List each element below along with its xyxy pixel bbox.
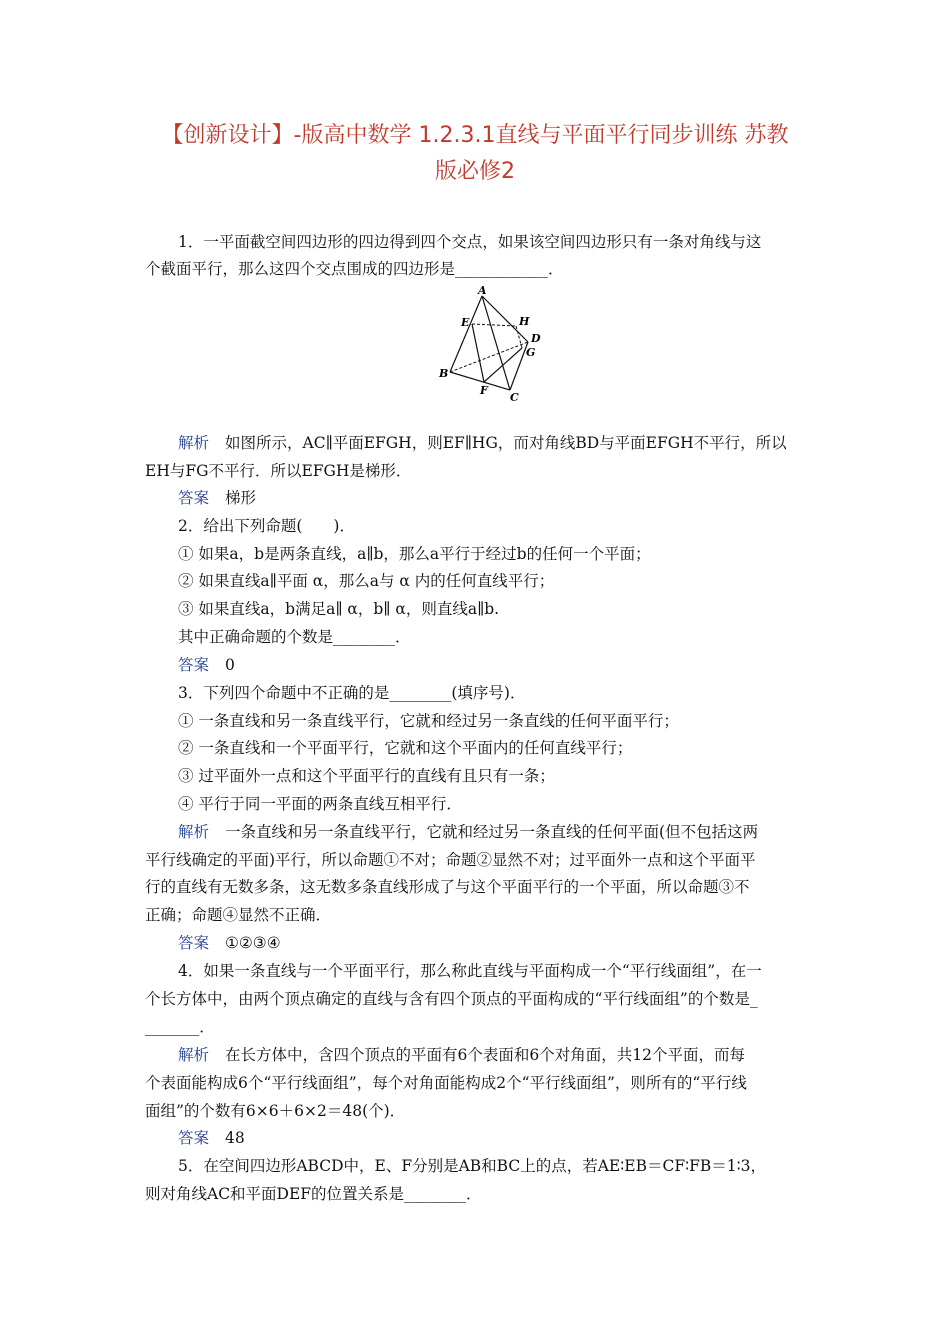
q4-analysis-line-3: 面组”的个数有6×6＋6×2＝48(个)．: [145, 1102, 406, 1120]
q3-line-2: ① 一条直线和另一条直线平行，它就和经过另一条直线的任何平面平行；: [178, 712, 679, 730]
analysis-tag: 解析: [178, 823, 210, 841]
q3-answer: [178, 933, 805, 953]
q3-line-3: ② 一条直线和一个平面平行，它就和这个平面内的任何直线平行；: [178, 739, 633, 757]
q5-line-2: 则对角线AC和平面DEF的位置关系是________．: [145, 1185, 482, 1203]
q3-analysis-line-4: 正确；命题④显然不正确．: [145, 906, 332, 924]
title-line-2: 版必修2: [435, 159, 515, 184]
q1-line-2: 个截面平行，那么这四个交点围成的四边形是____________．: [145, 260, 564, 278]
q1-answer-text: 梯形: [225, 489, 257, 507]
q3-analysis-line-2: 平行线确定的平面)平行，所以命题①不对；命题②显然不对；过平面外一点和这个平面平: [145, 851, 756, 869]
q5-line-1: 5．在空间四边形ABCD中，E、F分别是AB和BC上的点，若AE∶EB＝CF∶FB＝1∶3，: [178, 1157, 767, 1175]
q4-analysis-line-2: 个表面能构成6个“平行线面组”，每个对角面能构成2个“平行线面组”，则所有的“平行线: [145, 1074, 747, 1092]
q2-line-1: 2．给出下列命题( )．: [178, 517, 355, 535]
q2-line-2: ① 如果a，b是两条直线，a∥b，那么a平行于经过b的任何一个平面；: [178, 545, 651, 563]
label-A: A: [478, 284, 487, 297]
q2-line-4: ③ 如果直线a，b满足a∥ α，b∥ α，则直线a∥b.: [178, 600, 500, 618]
answer-tag: 答案: [178, 489, 210, 507]
q4-line-2: 个长方体中，由两个顶点确定的直线与含有四个顶点的平面构成的“平行线面组”的个数是_: [145, 990, 758, 1008]
q3-line-5: ④ 平行于同一平面的两条直线互相平行．: [178, 795, 462, 813]
q3-analysis-line-3: 行的直线有无数多条，这无数多条直线形成了与这个平面平行的一个平面，所以命题③不: [145, 878, 750, 896]
q3-line-4: ③ 过平面外一点和这个平面平行的直线有且只有一条；: [178, 767, 555, 785]
tetrahedron-diagram: [430, 284, 550, 404]
q3-line-1: 3．下列四个命题中不正确的是________(填序号)．: [178, 684, 526, 702]
q3-analysis-text-1: 一条直线和另一条直线平行，它就和经过另一条直线的任何平面(但不包括这两: [225, 823, 759, 841]
q2-answer-text: 0: [225, 656, 235, 674]
q1-answer: [178, 488, 805, 508]
q1-analysis-line-1: [178, 433, 805, 453]
q4-analysis-text-1: 在长方体中，含四个顶点的平面有6个表面和6个对角面，共12个平面，而每: [225, 1046, 745, 1064]
q1-line-1: 1．一平面截空间四边形的四边得到四个交点，如果该空间四边形只有一条对角线与这: [178, 233, 762, 251]
answer-tag: 答案: [178, 656, 210, 674]
q1-analysis-line-2: EH与FG不平行．所以EFGH是梯形．: [145, 462, 412, 480]
q4-answer: [178, 1128, 805, 1148]
label-G: G: [526, 346, 536, 359]
q2-line-3: ② 如果直线a∥平面 α，那么a与 α 内的任何直线平行；: [178, 572, 555, 590]
label-B: B: [439, 367, 449, 380]
q4-analysis-line-1: [178, 1045, 805, 1065]
analysis-tag: 解析: [178, 434, 210, 452]
label-F: F: [480, 384, 488, 397]
q4-line-1: 4．如果一条直线与一个平面平行，那么称此直线与平面构成一个“平行线面组”，在一: [178, 962, 762, 980]
answer-tag: 答案: [178, 1129, 210, 1147]
q4-answer-text: 48: [225, 1129, 245, 1147]
q2-answer: [178, 655, 805, 675]
title-line-1: 【创新设计】-版高中数学 1.2.3.1直线与平面平行同步训练 苏教: [161, 123, 789, 148]
q3-analysis-line-1: [178, 822, 805, 842]
q3-answer-text: ①②③④: [225, 934, 281, 952]
label-H: H: [519, 315, 530, 328]
q2-line-5: 其中正确命题的个数是________．: [178, 628, 411, 646]
analysis-tag: 解析: [178, 1046, 210, 1064]
q1-analysis-text-1: 如图所示，AC∥平面EFGH，则EF∥HG，而对角线BD与平面EFGH不平行，所以: [225, 434, 787, 452]
document-title: [120, 118, 830, 190]
tetrahedron-figure: [430, 284, 550, 404]
q4-line-3: _______．: [145, 1018, 215, 1036]
label-E: E: [461, 316, 470, 329]
label-D: D: [531, 332, 541, 345]
answer-tag: 答案: [178, 934, 210, 952]
label-C: C: [510, 391, 519, 404]
